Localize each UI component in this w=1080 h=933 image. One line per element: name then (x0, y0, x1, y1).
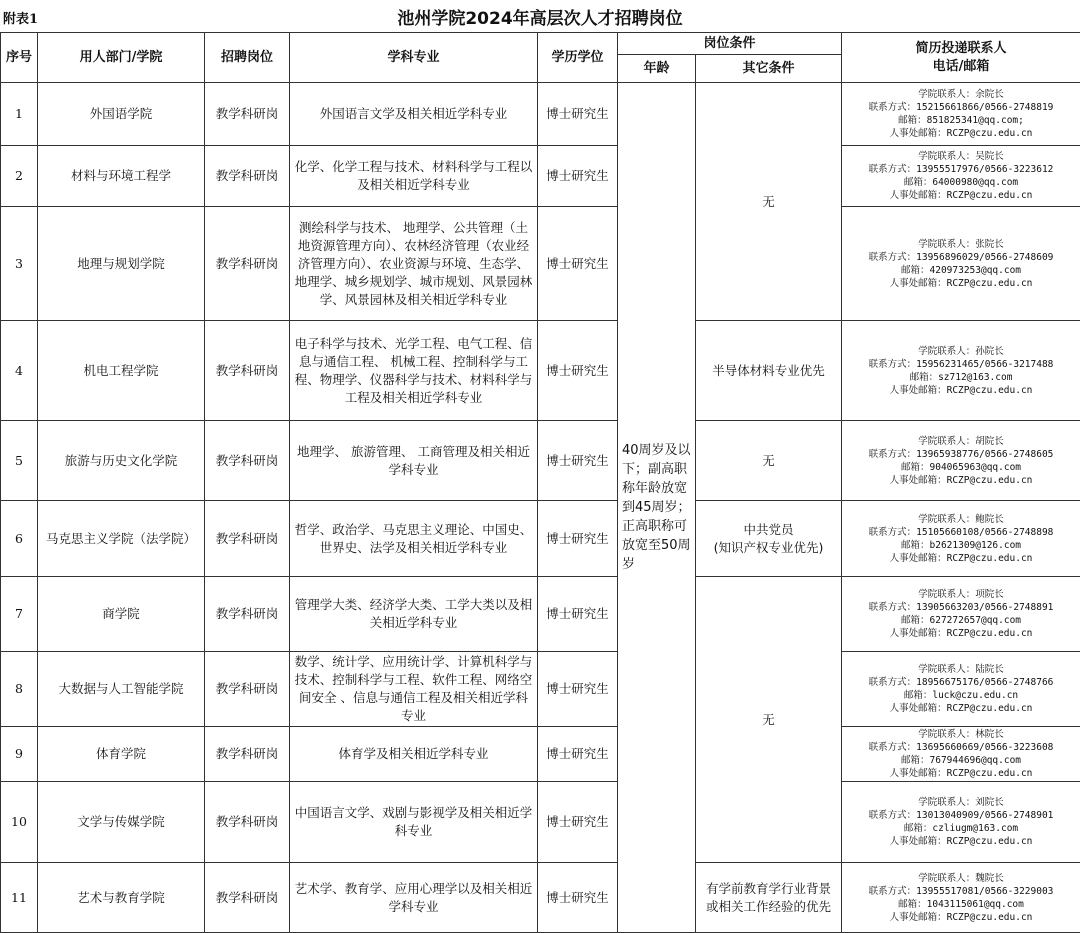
row-position: 教学科研岗 (205, 421, 290, 501)
row-degree: 博士研究生 (538, 577, 618, 652)
contact-line: 学院联系人：孙院长 (918, 345, 1004, 357)
table-row (1, 782, 1080, 863)
row-other-condition: 无 (696, 421, 842, 501)
row-other-condition: 半导体材料专业优先 (696, 321, 842, 421)
row-department: 体育学院 (38, 727, 205, 782)
row-index: 6 (1, 501, 38, 577)
row-major: 电子科学与技术、光学工程、电气工程、信息与通信工程、 机械工程、控制科学与工程、物理学、仪器科学与技术、材料科学与工程及相关相近学科专业 (290, 321, 538, 421)
contact-line: 人事处邮箱：RCZP@czu.edu.cn (889, 911, 1033, 923)
row-department: 艺术与教育学院 (38, 863, 205, 933)
row-other-condition: 无 (696, 577, 842, 863)
contact-line: 人事处邮箱：RCZP@czu.edu.cn (889, 190, 1033, 201)
row-index: 8 (1, 652, 38, 727)
contact-line: 学院联系人：项院长 (918, 589, 1004, 600)
row-degree: 博士研究生 (538, 321, 618, 421)
contact-line: 联系方式：13965938776/0566-2748605 (868, 448, 1054, 460)
row-degree: 博士研究生 (538, 727, 618, 782)
contact-line: 学院联系人：张院长 (918, 238, 1004, 250)
row-position: 教学科研岗 (205, 863, 290, 933)
header-major: 学科专业 (290, 33, 538, 83)
contact-line: 邮箱：627272657@qq.com (901, 615, 1022, 626)
contact-line: 学院联系人：林院长 (918, 729, 1004, 740)
contact-line: 邮箱：851825341@qq.com; (898, 115, 1024, 126)
contact-line: 联系方式：13955517976/0566-3223612 (868, 164, 1054, 175)
row-degree: 博士研究生 (538, 501, 618, 577)
contact-line: 联系方式：13956896029/0566-2748609 (868, 251, 1054, 263)
header-other: 其它条件 (696, 55, 842, 83)
contact-line: 人事处邮箱：RCZP@czu.edu.cn (889, 628, 1033, 639)
contact-line: 学院联系人：余院长 (918, 89, 1004, 100)
row-degree: 博士研究生 (538, 782, 618, 863)
row-major: 管理学大类、经济学大类、工学大类以及相关相近学科专业 (290, 577, 538, 652)
header-position: 招聘岗位 (205, 33, 290, 83)
table-row (1, 146, 1080, 207)
row-degree: 博士研究生 (538, 83, 618, 146)
row-index: 2 (1, 146, 38, 207)
row-contact (842, 577, 1080, 652)
contact-line: 学院联系人：陆院长 (918, 664, 1004, 675)
row-contact (842, 83, 1080, 146)
appendix-label: 附表1 (3, 12, 39, 27)
contact-line: 学院联系人：魏院长 (918, 872, 1004, 884)
recruitment-table (0, 32, 1080, 933)
row-department: 地理与规划学院 (38, 207, 205, 321)
contact-line: 联系方式：15956231465/0566-3217488 (868, 358, 1054, 370)
row-position: 教学科研岗 (205, 83, 290, 146)
contact-line: 人事处邮箱：RCZP@czu.edu.cn (889, 474, 1033, 486)
contact-line: 学院联系人：刘院长 (918, 797, 1004, 808)
document-title: 池州学院2024年高层次人才招聘岗位 (397, 9, 683, 29)
row-department: 材料与环境工程学 (38, 146, 205, 207)
header-department: 用人部门/学院 (38, 33, 205, 83)
row-position: 教学科研岗 (205, 782, 290, 863)
header-index: 序号 (1, 33, 38, 83)
row-contact (842, 652, 1080, 727)
header-contact (842, 33, 1080, 83)
table-row (1, 83, 1080, 146)
row-position: 教学科研岗 (205, 652, 290, 727)
contact-line: 联系方式：13905663203/0566-2748891 (868, 602, 1054, 613)
row-index: 11 (1, 863, 38, 933)
table-row (1, 421, 1080, 501)
header-contact-line1: 简历投递联系人 (915, 40, 1007, 56)
header-degree: 学历学位 (538, 33, 618, 83)
row-major: 测绘科学与技术、 地理学、公共管理（土地资源管理方向）、农林经济管理（农业经济管理方向）、农业资源与环境、生态学、地理学、城乡规划学、城市规划、风景园林学、风景园林及相关相近学科专业 (290, 207, 538, 321)
age-condition: 40周岁及以下；副高职称年龄放宽到45周岁；正高职称可放宽至50周岁 (618, 83, 696, 933)
contact-line: 联系方式：15215661866/0566-2748819 (868, 102, 1054, 113)
row-other-condition: 无 (696, 83, 842, 321)
row-other-condition: 有学前教育学行业背景或相关工作经验的优先 (696, 863, 842, 933)
contact-line: 邮箱：b2621309@126.com (901, 539, 1022, 551)
contact-line: 联系方式：13695660669/0566-3223608 (868, 742, 1054, 753)
row-department: 文学与传媒学院 (38, 782, 205, 863)
contact-line: 邮箱：420973253@qq.com (901, 264, 1022, 276)
table-row (1, 727, 1080, 782)
row-major: 数学、统计学、应用统计学、计算机科学与技术、控制科学与工程、软件工程、网络空间安全 、信息与通信工程及相关相近学科专业 (290, 652, 538, 727)
contact-line: 联系方式：13955517081/0566-3229003 (868, 885, 1054, 897)
header-age: 年龄 (618, 55, 696, 83)
row-department: 马克思主义学院（法学院） (38, 501, 205, 577)
contact-line: 邮箱：sz712@163.com (909, 371, 1013, 383)
table-row (1, 321, 1080, 421)
contact-line: 邮箱：904065963@qq.com (901, 461, 1022, 473)
contact-line: 联系方式：18956675176/0566-2748766 (868, 677, 1054, 688)
row-position: 教学科研岗 (205, 727, 290, 782)
row-degree: 博士研究生 (538, 863, 618, 933)
contact-line: 人事处邮箱：RCZP@czu.edu.cn (889, 128, 1033, 139)
row-major: 中国语言文学、戏剧与影视学及相关相近学科专业 (290, 782, 538, 863)
row-degree: 博士研究生 (538, 146, 618, 207)
row-department: 商学院 (38, 577, 205, 652)
contact-line: 邮箱：czliugm@163.com (903, 823, 1019, 834)
contact-line: 邮箱：64000980@qq.com (903, 177, 1019, 188)
row-degree: 博士研究生 (538, 652, 618, 727)
contact-line: 人事处邮箱：RCZP@czu.edu.cn (889, 384, 1033, 396)
contact-line: 人事处邮箱：RCZP@czu.edu.cn (889, 277, 1033, 289)
table-row (1, 863, 1080, 933)
contact-line: 人事处邮箱：RCZP@czu.edu.cn (889, 836, 1033, 847)
contact-line: 联系方式：13013040909/0566-2748901 (868, 810, 1054, 821)
row-degree: 博士研究生 (538, 207, 618, 321)
contact-line: 邮箱：luck@czu.edu.cn (903, 690, 1019, 701)
row-major: 地理学、 旅游管理、 工商管理及相关相近学科专业 (290, 421, 538, 501)
row-department: 大数据与人工智能学院 (38, 652, 205, 727)
table-row (1, 501, 1080, 577)
row-major: 艺术学、教育学、应用心理学以及相关相近学科专业 (290, 863, 538, 933)
row-department: 外国语学院 (38, 83, 205, 146)
row-position: 教学科研岗 (205, 321, 290, 421)
row-index: 3 (1, 207, 38, 321)
row-contact (842, 321, 1080, 421)
row-major: 外国语言文学及相关相近学科专业 (290, 83, 538, 146)
row-index: 7 (1, 577, 38, 652)
table-row (1, 207, 1080, 321)
contact-line: 学院联系人：胡院长 (918, 435, 1004, 447)
row-index: 1 (1, 83, 38, 146)
row-position: 教学科研岗 (205, 577, 290, 652)
row-contact (842, 782, 1080, 863)
row-degree: 博士研究生 (538, 421, 618, 501)
contact-line: 邮箱：767944696@qq.com (901, 755, 1022, 766)
row-contact (842, 421, 1080, 501)
row-department: 机电工程学院 (38, 321, 205, 421)
row-major: 化学、化学工程与技术、材料科学与工程以及相关相近学科专业 (290, 146, 538, 207)
row-contact (842, 727, 1080, 782)
row-contact (842, 146, 1080, 207)
contact-line: 人事处邮箱：RCZP@czu.edu.cn (889, 552, 1033, 564)
contact-line: 联系方式：15105660108/0566-2748898 (868, 526, 1054, 538)
row-major: 哲学、政治学、马克思主义理论、中国史、世界史、法学及相关相近学科专业 (290, 501, 538, 577)
header-conditions: 岗位条件 (618, 33, 842, 55)
row-index: 4 (1, 321, 38, 421)
row-position: 教学科研岗 (205, 501, 290, 577)
contact-line: 人事处邮箱：RCZP@czu.edu.cn (889, 703, 1033, 714)
table-row (1, 577, 1080, 652)
document-header (0, 0, 1080, 32)
header-contact-line2: 电话/邮箱 (932, 58, 990, 74)
row-index: 10 (1, 782, 38, 863)
row-other-condition: 中共党员 (知识产权专业优先) (696, 501, 842, 577)
row-position: 教学科研岗 (205, 146, 290, 207)
row-contact (842, 207, 1080, 321)
row-position: 教学科研岗 (205, 207, 290, 321)
contact-line: 学院联系人：吴院长 (918, 151, 1004, 162)
table-row (1, 652, 1080, 727)
row-index: 9 (1, 727, 38, 782)
contact-line: 学院联系人：鲍院长 (918, 513, 1004, 525)
contact-line: 邮箱：1043115061@qq.com (898, 898, 1024, 910)
row-contact (842, 501, 1080, 577)
row-department: 旅游与历史文化学院 (38, 421, 205, 501)
row-index: 5 (1, 421, 38, 501)
row-major: 体育学及相关相近学科专业 (290, 727, 538, 782)
row-contact (842, 863, 1080, 933)
contact-line: 人事处邮箱：RCZP@czu.edu.cn (889, 768, 1033, 779)
